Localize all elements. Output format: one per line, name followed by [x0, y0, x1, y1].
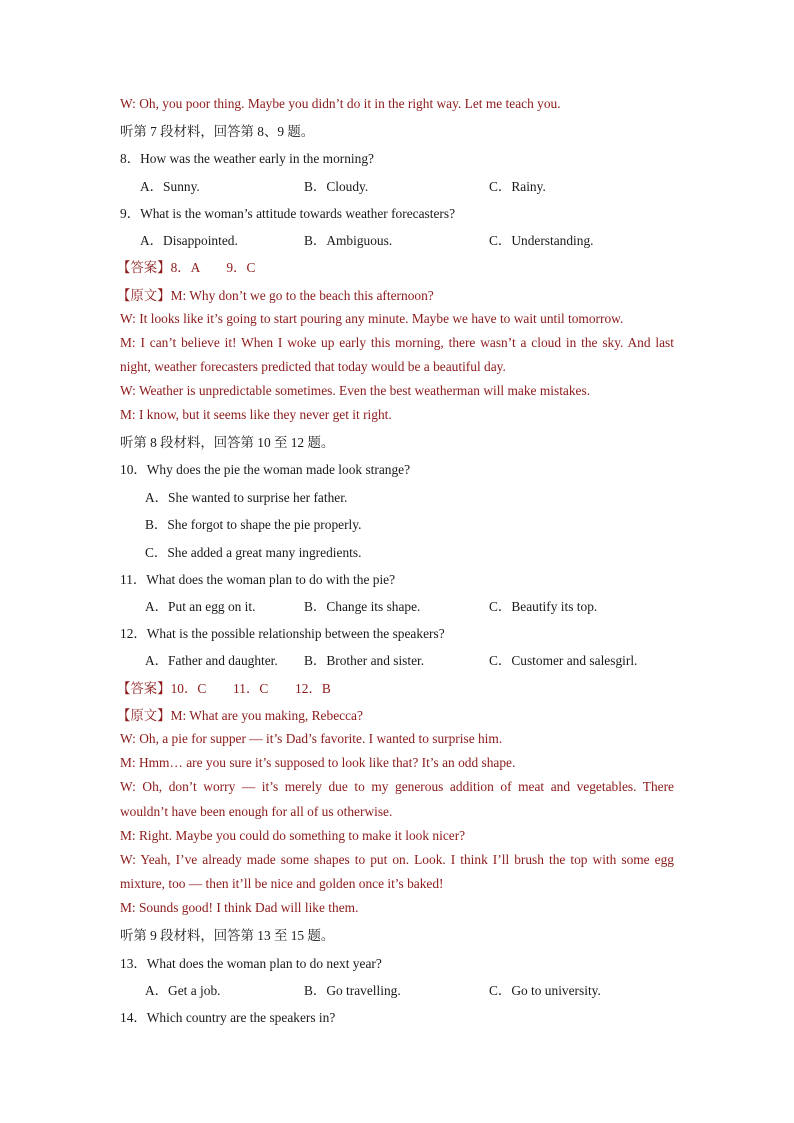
option-c: C．She added a great many ingredients. — [145, 545, 362, 560]
transcript-line: W: Yeah, I’ve already made some shapes to put on. Look. I think I’ll brush the top with some egg — [120, 852, 674, 867]
transcript-line: M: Hmm… are you sure it’s supposed to look like that? It’s an odd shape. — [120, 755, 516, 770]
transcript-line: M: What are you making, Rebecca? — [170, 708, 363, 723]
option-a: A．She wanted to surprise her father. — [145, 490, 348, 505]
transcript-line: W: Oh, you poor thing. Maybe you didn’t do it in the right way. Let me teach you. — [120, 96, 561, 111]
transcript-line: W: It looks like it’s going to start pouring any minute. Maybe we have to wait until tomorrow. — [120, 311, 624, 326]
transcript-line: M: Sounds good! I think Dad will like them. — [120, 900, 359, 915]
transcript-line: W: Oh, a pie for supper — it’s Dad’s favorite. I wanted to surprise him. — [120, 731, 503, 746]
option-c: C．Customer and salesgirl. — [489, 653, 638, 668]
question-14: 14．Which country are the speakers in? — [120, 1010, 336, 1025]
question-8: 8．How was the weather early in the morning? — [120, 151, 374, 166]
original-text-line — [117, 705, 363, 724]
transcript-line: wouldn’t have been enough for all of us otherwise. — [120, 804, 393, 819]
question-11: 11．What does the woman plan to do with the pie? — [120, 572, 396, 587]
option-b: B．Go travelling. — [304, 983, 401, 998]
original-tag: 【原文】 — [117, 288, 171, 303]
option-a: A．Disappointed. — [140, 233, 238, 248]
option-b: B．Cloudy. — [304, 179, 369, 194]
transcript-line: night, weather forecasters predicted that today would be a beautiful day. — [120, 359, 506, 374]
option-b: B．Brother and sister. — [304, 653, 425, 668]
transcript-line: W: Oh, don’t worry — it’s merely due to my generous addition of meat and vegetables. There — [120, 779, 674, 794]
answer-values: 8．A 9．C — [170, 260, 256, 275]
option-c: C．Beautify its top. — [489, 599, 598, 614]
transcript-line: M: Why don’t we go to the beach this afternoon? — [170, 288, 434, 303]
option-b: B．Change its shape. — [304, 599, 421, 614]
option-a: A．Father and daughter. — [145, 653, 278, 668]
answer-tag: 【答案】 — [117, 260, 171, 275]
transcript-line: M: I know, but it seems like they never get it right. — [120, 407, 392, 422]
original-tag: 【原文】 — [117, 708, 171, 723]
question-12: 12．What is the possible relationship between the speakers? — [120, 626, 445, 641]
transcript-line: M: Right. Maybe you could do something to make it look nicer? — [120, 828, 466, 843]
transcript-line: M: I can’t believe it! When I woke up early this morning, there wasn’t a cloud in the sky. And last — [120, 335, 674, 350]
option-b: B．Ambiguous. — [304, 233, 393, 248]
transcript-line: W: Weather is unpredictable sometimes. Even the best weatherman will make mistakes. — [120, 383, 591, 398]
question-13: 13．What does the woman plan to do next year? — [120, 956, 382, 971]
section-heading: 听第 7 段材料，回答第 8、9 题。 — [120, 124, 315, 139]
answer-line — [117, 257, 255, 276]
option-c: C．Understanding. — [489, 233, 594, 248]
option-a: A．Put an egg on it. — [145, 599, 256, 614]
transcript-line: mixture, too — then it’ll be nice and golden once it’s baked! — [120, 876, 444, 891]
question-10: 10．Why does the pie the woman made look strange? — [120, 462, 411, 477]
question-9: 9．What is the woman’s attitude towards weather forecasters? — [120, 206, 456, 221]
answer-line — [117, 678, 331, 697]
option-b: B．She forgot to shape the pie properly. — [145, 517, 362, 532]
option-c: C．Rainy. — [489, 179, 546, 194]
option-a: A．Sunny. — [140, 179, 200, 194]
answer-tag: 【答案】 — [117, 681, 171, 696]
answer-values: 10．C 11．C 12．B — [170, 681, 331, 696]
original-text-line — [117, 285, 434, 304]
option-c: C．Go to university. — [489, 983, 601, 998]
section-heading: 听第 8 段材料，回答第 10 至 12 题。 — [120, 435, 335, 450]
section-heading: 听第 9 段材料，回答第 13 至 15 题。 — [120, 928, 335, 943]
option-a: A．Get a job. — [145, 983, 221, 998]
